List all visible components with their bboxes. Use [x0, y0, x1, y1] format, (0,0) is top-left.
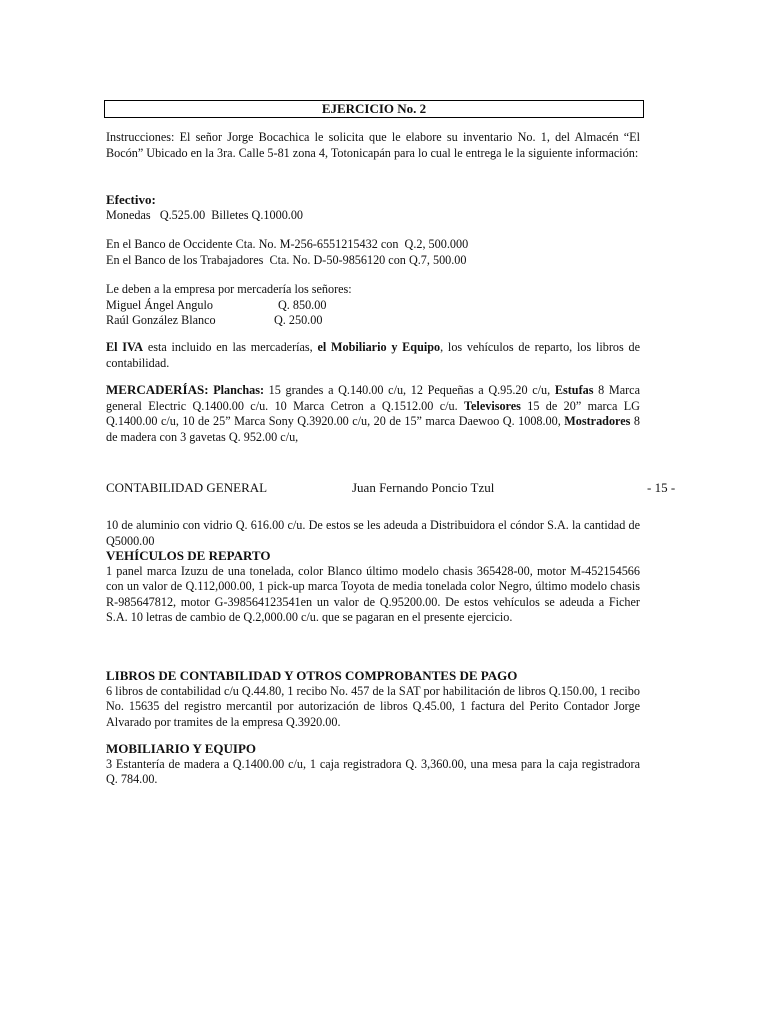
estufas-label: Estufas: [554, 383, 594, 397]
debtor-name: Raúl González Blanco: [106, 313, 216, 327]
footer-author: Juan Fernando Poncio Tzul: [352, 480, 495, 495]
debtors-section: [106, 282, 640, 329]
libros-text: 6 libros de contabilidad c/u Q.44.80, 1 recibo No. 457 de la SAT por habilitación de libros Q.150.00, 1 recibo No. 15635 del registro mercantil por autorización de libros Q.45.00, 1 factura del Perito Contador Jorge Alvarado por tramites de la empresa Q.3920.00.: [106, 683, 640, 729]
mercaderias-text-1: 15 grandes a Q.140.00 c/u, 12 Pequeñas a Q.95.20 c/u,: [264, 383, 555, 397]
bank-line-trabajadores: En el Banco de los Trabajadores Cta. No. D-50-9856120 con Q.7, 500.00: [106, 252, 467, 267]
exercise-title: EJERCICIO No. 2: [104, 100, 644, 118]
debtor-name: Miguel Ángel Angulo: [106, 297, 213, 312]
efectivo-detail: Monedas Q.525.00 Billetes Q.1000.00: [106, 207, 304, 222]
iva-lead: El IVA: [106, 340, 144, 354]
footer-course-name: CONTABILIDAD GENERAL: [106, 480, 268, 495]
vehiculos-text: 1 panel marca Izuzu de una tonelada, color Blanco último modelo chasis 365428-00, motor M-452154566 con un valor de Q.112,000.00, 1 pick-up marca Toyota de media tonelada color Negro, último modelo chasis R-985647812, motor G-398564123541en un valor de Q.95200.00. De estos vehículos se adeuda a Ficher S.A. 10 letras de cambio de Q.2,000.00 c/u. que se pagaran en el presente ejercicio.: [106, 563, 640, 624]
mercaderias-heading: MERCADERÍAS:: [106, 382, 209, 397]
iva-paragraph: [106, 340, 640, 371]
libros-heading: LIBROS DE CONTABILIDAD Y OTROS COMPROBANTES DE PAGO: [106, 668, 518, 683]
libros-section: [106, 668, 640, 730]
bank-accounts: [106, 237, 640, 268]
vehiculos-section: [106, 548, 640, 626]
mercaderias-text-4: 8 de madera con 3 gavetas Q. 952.00 c/u,: [106, 414, 640, 444]
debtor-amount: Q. 850.00: [278, 297, 327, 312]
vehiculos-heading: VEHÍCULOS DE REPARTO: [106, 548, 271, 563]
efectivo-heading: Efectivo:: [106, 192, 156, 207]
continuation-paragraph: 10 de aluminio con vidrio Q. 616.00 c/u. De estos se les adeuda a Distribuidora el cóndor S.A. la cantidad de Q5000.00: [106, 518, 640, 548]
mobiliario-heading: MOBILIARIO Y EQUIPO: [106, 741, 256, 756]
iva-text-1: esta incluido en las mercaderías,: [143, 340, 318, 354]
debtor-amount: Q. 250.00: [274, 313, 323, 327]
planchas-label: Planchas:: [213, 383, 265, 397]
iva-text-2: , los vehículos de reparto, los libros de contabilidad.: [106, 340, 640, 370]
mercaderias-text-2: 8 Marca general Electric Q.1400.00 c/u. 10 Marca Cetron a Q.1512.00 c/u.: [106, 383, 640, 413]
mostradores-label: Mostradores: [564, 414, 631, 428]
iva-mobiliario: el Mobiliario y Equipo: [317, 340, 441, 354]
mobiliario-text: 3 Estantería de madera a Q.1400.00 c/u, 1 caja registradora Q. 3,360.00, una mesa para la caja registradora Q. 784.00.: [106, 756, 640, 786]
bank-line-occidente: En el Banco de Occidente Cta. No. M-256-6551215432 con Q.2, 500.000: [106, 237, 469, 251]
mercaderias-text-3: 15 de 20” marca LG Q.1400.00 c/u, 10 de 25” Marca Sony Q.3920.00 c/u, 20 de 15” marca Daewoo Q. 1008.00,: [106, 398, 640, 428]
page-number: - 15 -: [647, 480, 676, 495]
debtor-row: [106, 298, 640, 314]
instructions-paragraph: Instrucciones: El señor Jorge Bocachica le solicita que le elabore su inventario No. 1, del Almacén “El Bocón” Ubicado en la 3ra. Calle 5-81 zona 4, Totonicapán para lo cual le entrega le la siguiente información:: [106, 130, 640, 160]
mercaderias-paragraph: [106, 382, 640, 445]
debtors-intro: Le deben a la empresa por mercadería los señores:: [106, 282, 352, 296]
efectivo-section: [106, 192, 640, 223]
televisores-label: Televisores: [464, 398, 521, 413]
debtor-row: [106, 313, 640, 329]
mobiliario-section: [106, 741, 640, 788]
